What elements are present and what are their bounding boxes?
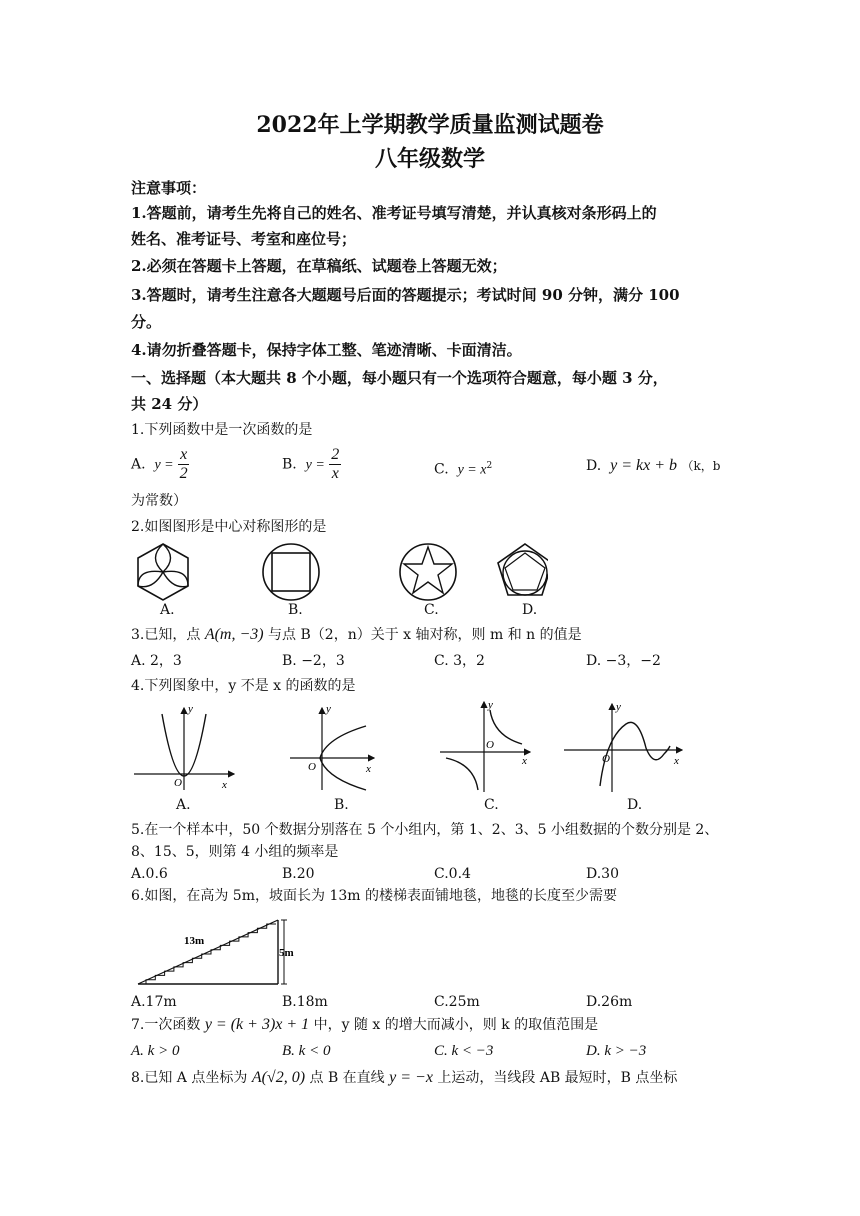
q3-option-c: C. 3，2 (434, 653, 485, 669)
q4-label-a: A. (176, 797, 191, 813)
q5-option-d: D.30 (586, 866, 619, 882)
svg-text:x: x (366, 763, 371, 775)
exam-title: 2022年上学期教学质量监测试题卷 (256, 112, 604, 138)
q1-stem: 1.下列函数中是一次函数的是 (131, 422, 313, 438)
q4-graph-d (564, 701, 682, 792)
q3-stem: 3.已知，点 A(m, −3) 与点 B（2，n）关于 x 轴对称，则 m 和 n 的值是 (131, 626, 582, 643)
q3-option-a: A. 2，3 (131, 653, 182, 669)
q4-stem: 4.下列图象中，y 不是 x 的函数的是 (131, 678, 356, 694)
svg-text:y: y (488, 699, 493, 711)
q6-option-c: C.25m (434, 994, 480, 1010)
q2-label-c: C. (424, 602, 439, 618)
q4-graph-c (440, 699, 530, 792)
q6-option-b: B.18m (282, 994, 328, 1010)
notice-line-3a: 3.答题时，请考生注意各大题题号后面的答题提示；考试时间 90 分钟，满分 100 (131, 286, 680, 304)
q4-label-b: B. (334, 797, 349, 813)
q5-option-a: A.0.6 (131, 866, 168, 882)
q4-label-c: C. (484, 797, 499, 813)
svg-text:y: y (188, 703, 193, 715)
q6-stairs-figure (132, 912, 302, 990)
q6-slope-label: 13m (184, 935, 205, 947)
q5-stem-a: 5.在一个样本中，50 个数据分别落在 5 个小组内，第 1、2、3、5 小组数据的个数分别是 2、 (131, 822, 719, 838)
q4-label-d: D. (627, 797, 643, 813)
q1-option-d: D. y = kx + b （k，b (586, 457, 721, 474)
q6-stem: 6.如图，在高为 5m，坡面长为 13m 的楼梯表面铺地毯，地毯的长度至少需要 (131, 888, 617, 904)
q1-option-a: A. y = $\frac{x}{2}$ (131, 446, 188, 482)
notice-line-3b: 分。 (131, 313, 162, 331)
q2-label-b: B. (288, 602, 303, 618)
section1-header-b: 共 24 分） (131, 395, 208, 413)
q2-fig-c-circle-star (400, 544, 456, 600)
q7-stem: 7.一次函数 y = (k + 3)x + 1 中，y 随 x 的增大而减小，则 k 的取值范围是 (131, 1016, 599, 1033)
q2-fig-b-circle-square (263, 544, 319, 600)
svg-text:O: O (486, 739, 494, 751)
q2-fig-a-hexagon-cube (138, 544, 188, 600)
svg-text:x: x (674, 755, 679, 767)
svg-text:O: O (308, 761, 316, 773)
section1-header: 一、选择题（本大题共 8 个小题，每小题只有一个选项符合题意，每小题 3 分， (131, 369, 668, 387)
q3-option-b: B. −2，3 (282, 653, 345, 669)
q7-option-c: C. k < −3 (434, 1043, 494, 1059)
svg-text:O: O (174, 777, 182, 789)
notice-heading: 注意事项： (131, 179, 207, 197)
svg-text:x: x (522, 755, 527, 767)
q3-option-d: D. −3，−2 (586, 653, 661, 669)
q8-stem: 8.已知 A 点坐标为 A(√2, 0) 点 B 在直线 y = −x 上运动，当线段 AB 最短时，B 点坐标 (131, 1069, 678, 1086)
svg-text:x: x (222, 779, 227, 791)
q5-option-c: C.0.4 (434, 866, 471, 882)
notice-line-1b: 姓名、准考证号、考室和座位号； (131, 230, 357, 248)
q4-graphs (130, 698, 690, 794)
svg-text:y: y (326, 703, 331, 715)
q1-option-b: B. y = $\frac{2}{x}$ (282, 446, 340, 482)
svg-text:O: O (602, 753, 610, 765)
svg-text:y: y (616, 701, 621, 713)
notice-line-1a: 1.答题前，请考生先将自己的姓名、准考证号填写清楚，并认真核对条形码上的 (131, 204, 657, 222)
q2-fig-d-pentagon-circle (498, 544, 548, 595)
q7-option-d: D. k > −3 (586, 1043, 647, 1059)
q1-option-c: C. $y = x^2$ (434, 461, 493, 478)
notice-line-2: 2.必须在答题卡上答题，在草稿纸、试题卷上答题无效； (131, 257, 507, 275)
q6-option-a: A.17m (131, 994, 177, 1010)
q4-graph-a (134, 703, 234, 791)
q5-option-b: B.20 (282, 866, 315, 882)
exam-subtitle: 八年级数学 (374, 146, 485, 172)
q2-stem: 2.如图图形是中心对称图形的是 (131, 519, 327, 535)
q5-stem-b: 8、15、5，则第 4 小组的频率是 (131, 844, 339, 860)
q6-height-label: 5m (279, 947, 294, 959)
q6-option-d: D.26m (586, 994, 633, 1010)
q4-graph-b (290, 703, 374, 790)
q2-label-a: A. (160, 602, 175, 618)
q2-figures (128, 540, 548, 604)
q1-tail: 为常数） (131, 493, 187, 509)
q2-label-d: D. (522, 602, 538, 618)
q7-option-a: A. k > 0 (131, 1043, 180, 1059)
q7-option-b: B. k < 0 (282, 1043, 331, 1059)
notice-line-4: 4.请勿折叠答题卡，保持字体工整、笔迹清晰、卡面清洁。 (131, 341, 522, 359)
